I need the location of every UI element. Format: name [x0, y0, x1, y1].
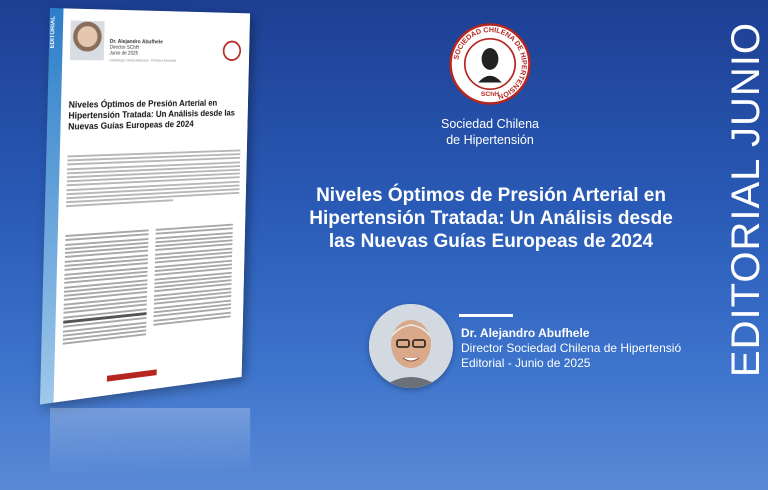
editorial-junio-text: EDITORIAL JUNIO — [723, 22, 768, 378]
author-edition: Editorial - Junio de 2025 — [461, 356, 591, 370]
document-column-left — [63, 229, 149, 347]
document-author-name: Dr. Alejandro Abufhele — [109, 38, 163, 46]
author-position: Director Sociedad Chilena de Hipertensió — [461, 341, 682, 355]
document-preview — [50, 8, 290, 478]
author-avatar — [369, 304, 453, 388]
document-logo-icon — [223, 41, 242, 62]
document-sidebar-label: EDITORIAL — [49, 16, 57, 49]
document-author-role: Director SChH — [109, 44, 140, 51]
document-author-photo — [70, 20, 105, 60]
document-meta: Cardiólogo Clínica Alemana · Profesor Asociado — [109, 58, 177, 63]
author-name: Dr. Alejandro Abufhele — [461, 326, 590, 340]
author-info — [461, 326, 711, 371]
document-footer-bar — [107, 369, 157, 381]
document-abstract — [66, 149, 240, 209]
document-column-right — [153, 224, 233, 328]
society-name-line1: Sociedad Chilena — [441, 117, 539, 131]
headline: Niveles Óptimos de Presión Arterial en Hipertensión Tratada: Un Análisis desde las Nuevas Guías Europeas de 2024 — [309, 185, 673, 252]
document-author — [109, 39, 163, 57]
logo-ring-text: SOCIEDAD CHILENA DE HIPERTENSIÓN — [452, 26, 528, 101]
document-reflection — [50, 408, 250, 478]
vertical-section-label — [724, 0, 768, 400]
logo-abbr: SChH — [480, 90, 500, 98]
author-portrait-icon — [369, 304, 453, 388]
society-name — [410, 116, 570, 148]
society-logo-icon — [448, 22, 532, 106]
society-name-line2: de Hipertensión — [446, 133, 534, 147]
document-page — [40, 8, 250, 405]
document-date: Junio de 2025 — [109, 50, 139, 57]
document-title: Niveles Óptimos de Presión Arterial en Hipertensión Tratada: Un Análisis desde las Nuevas Guías Europeas de 2024 — [68, 98, 235, 132]
headline-divider — [459, 314, 513, 317]
document-sidebar — [40, 8, 64, 405]
